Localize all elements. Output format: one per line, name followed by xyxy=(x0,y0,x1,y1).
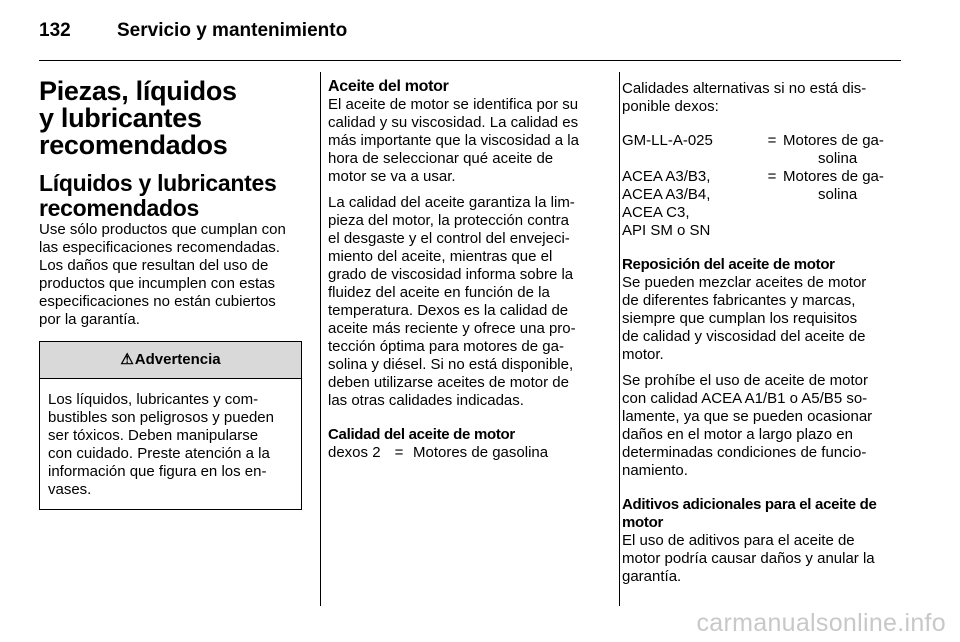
column-2 xyxy=(328,78,603,462)
running-title: Servicio y mantenimiento xyxy=(117,20,348,41)
intro-paragraph: Use sólo productos que cumplan con las especificaciones recomendadas. Los daños que resultan del uso de productos que incumplen con estas especificaciones no están cubiertos por la garantía. xyxy=(39,221,286,328)
column-1 xyxy=(39,78,302,510)
alternative-quality-value: Motores de ga- solina xyxy=(783,168,884,203)
warning-box xyxy=(39,341,302,510)
alternative-quality-key: ACEA A3/B3, ACEA A3/B4, ACEA C3, API SM o SN xyxy=(622,168,711,239)
warning-text: Los líquidos, lubricantes y com- bustibles son peligrosos y pueden ser tóxicos. Deben manipularse con cuidado. Preste atención a la información que figura en los en- vases. xyxy=(48,391,274,498)
section-title: Piezas, líquidos y lubricantes recomendados xyxy=(39,76,237,160)
alternative-qualities-intro: Calidades alternativas si no está dis- ponible dexos: xyxy=(622,80,867,115)
engine-oil-heading: Aceite del motor xyxy=(328,78,449,95)
alternative-quality-equals: = xyxy=(767,168,777,185)
subsection-title: Líquidos y lubricantes recomendados xyxy=(39,170,277,221)
engine-oil-paragraph-1: El aceite de motor se identifica por su calidad y su viscosidad. La calidad es más importante que la viscosidad a la hora de seleccionar qué aceite de motor se va a usar. xyxy=(328,96,579,185)
column-divider-right xyxy=(619,72,620,606)
oil-quality-key: dexos 2 xyxy=(328,444,381,461)
oil-quality-row xyxy=(328,444,603,462)
alternative-quality-key: GM-LL-A-025 xyxy=(622,132,713,149)
additives-paragraph: El uso de aditivos para el aceite de motor podría causar daños y anular la garantía. xyxy=(622,532,875,585)
engine-oil-paragraph-2: La calidad del aceite garantiza la lim- pieza del motor, la protección contra el desgaste y el control del envejeci- miento del aceite, mientras que el grado de viscosidad informa sobre la fluidez del aceite en función de la temperatura. Dexos es la calidad de aceite más reciente y ofrece una pro- tección óptima para motores de ga- solina y diésel. Si no está disponible, deben utilizarse aceites de motor de las otras calidades indicadas. xyxy=(328,194,576,409)
alternative-quality-row xyxy=(622,132,902,168)
warning-triangle-icon: ⚠ xyxy=(120,351,134,368)
page-header xyxy=(39,14,901,61)
watermark: carmanualsonline.info xyxy=(696,609,946,637)
alternative-quality-equals: = xyxy=(767,132,777,149)
oil-refill-heading: Reposición del aceite de motor xyxy=(622,256,835,273)
oil-refill-paragraph-2: Se prohíbe el uso de aceite de motor con calidad ACEA A1/B1 o A5/B5 so- lamente, ya que se pueden ocasionar daños en el motor a largo plazo en determinadas condiciones de funcio- namiento. xyxy=(622,372,873,479)
oil-quality-heading: Calidad del aceite de motor xyxy=(328,426,515,443)
alternative-quality-value: Motores de ga- solina xyxy=(783,132,884,167)
column-3 xyxy=(622,80,902,586)
alternative-quality-row xyxy=(622,168,902,240)
additives-heading: Aditivos adicionales para el aceite de motor xyxy=(622,496,877,531)
oil-quality-value: Motores de gasolina xyxy=(413,444,549,461)
column-divider-left xyxy=(320,72,321,606)
warning-header xyxy=(40,342,301,379)
oil-quality-equals: = xyxy=(394,444,404,461)
oil-refill-paragraph-1: Se pueden mezclar aceites de motor de diferentes fabricantes y marcas, siempre que cumplan los requisitos de calidad y viscosidad del aceite de motor. xyxy=(622,274,867,363)
page-number: 132 xyxy=(39,20,71,41)
warning-title: Advertencia xyxy=(134,351,221,368)
